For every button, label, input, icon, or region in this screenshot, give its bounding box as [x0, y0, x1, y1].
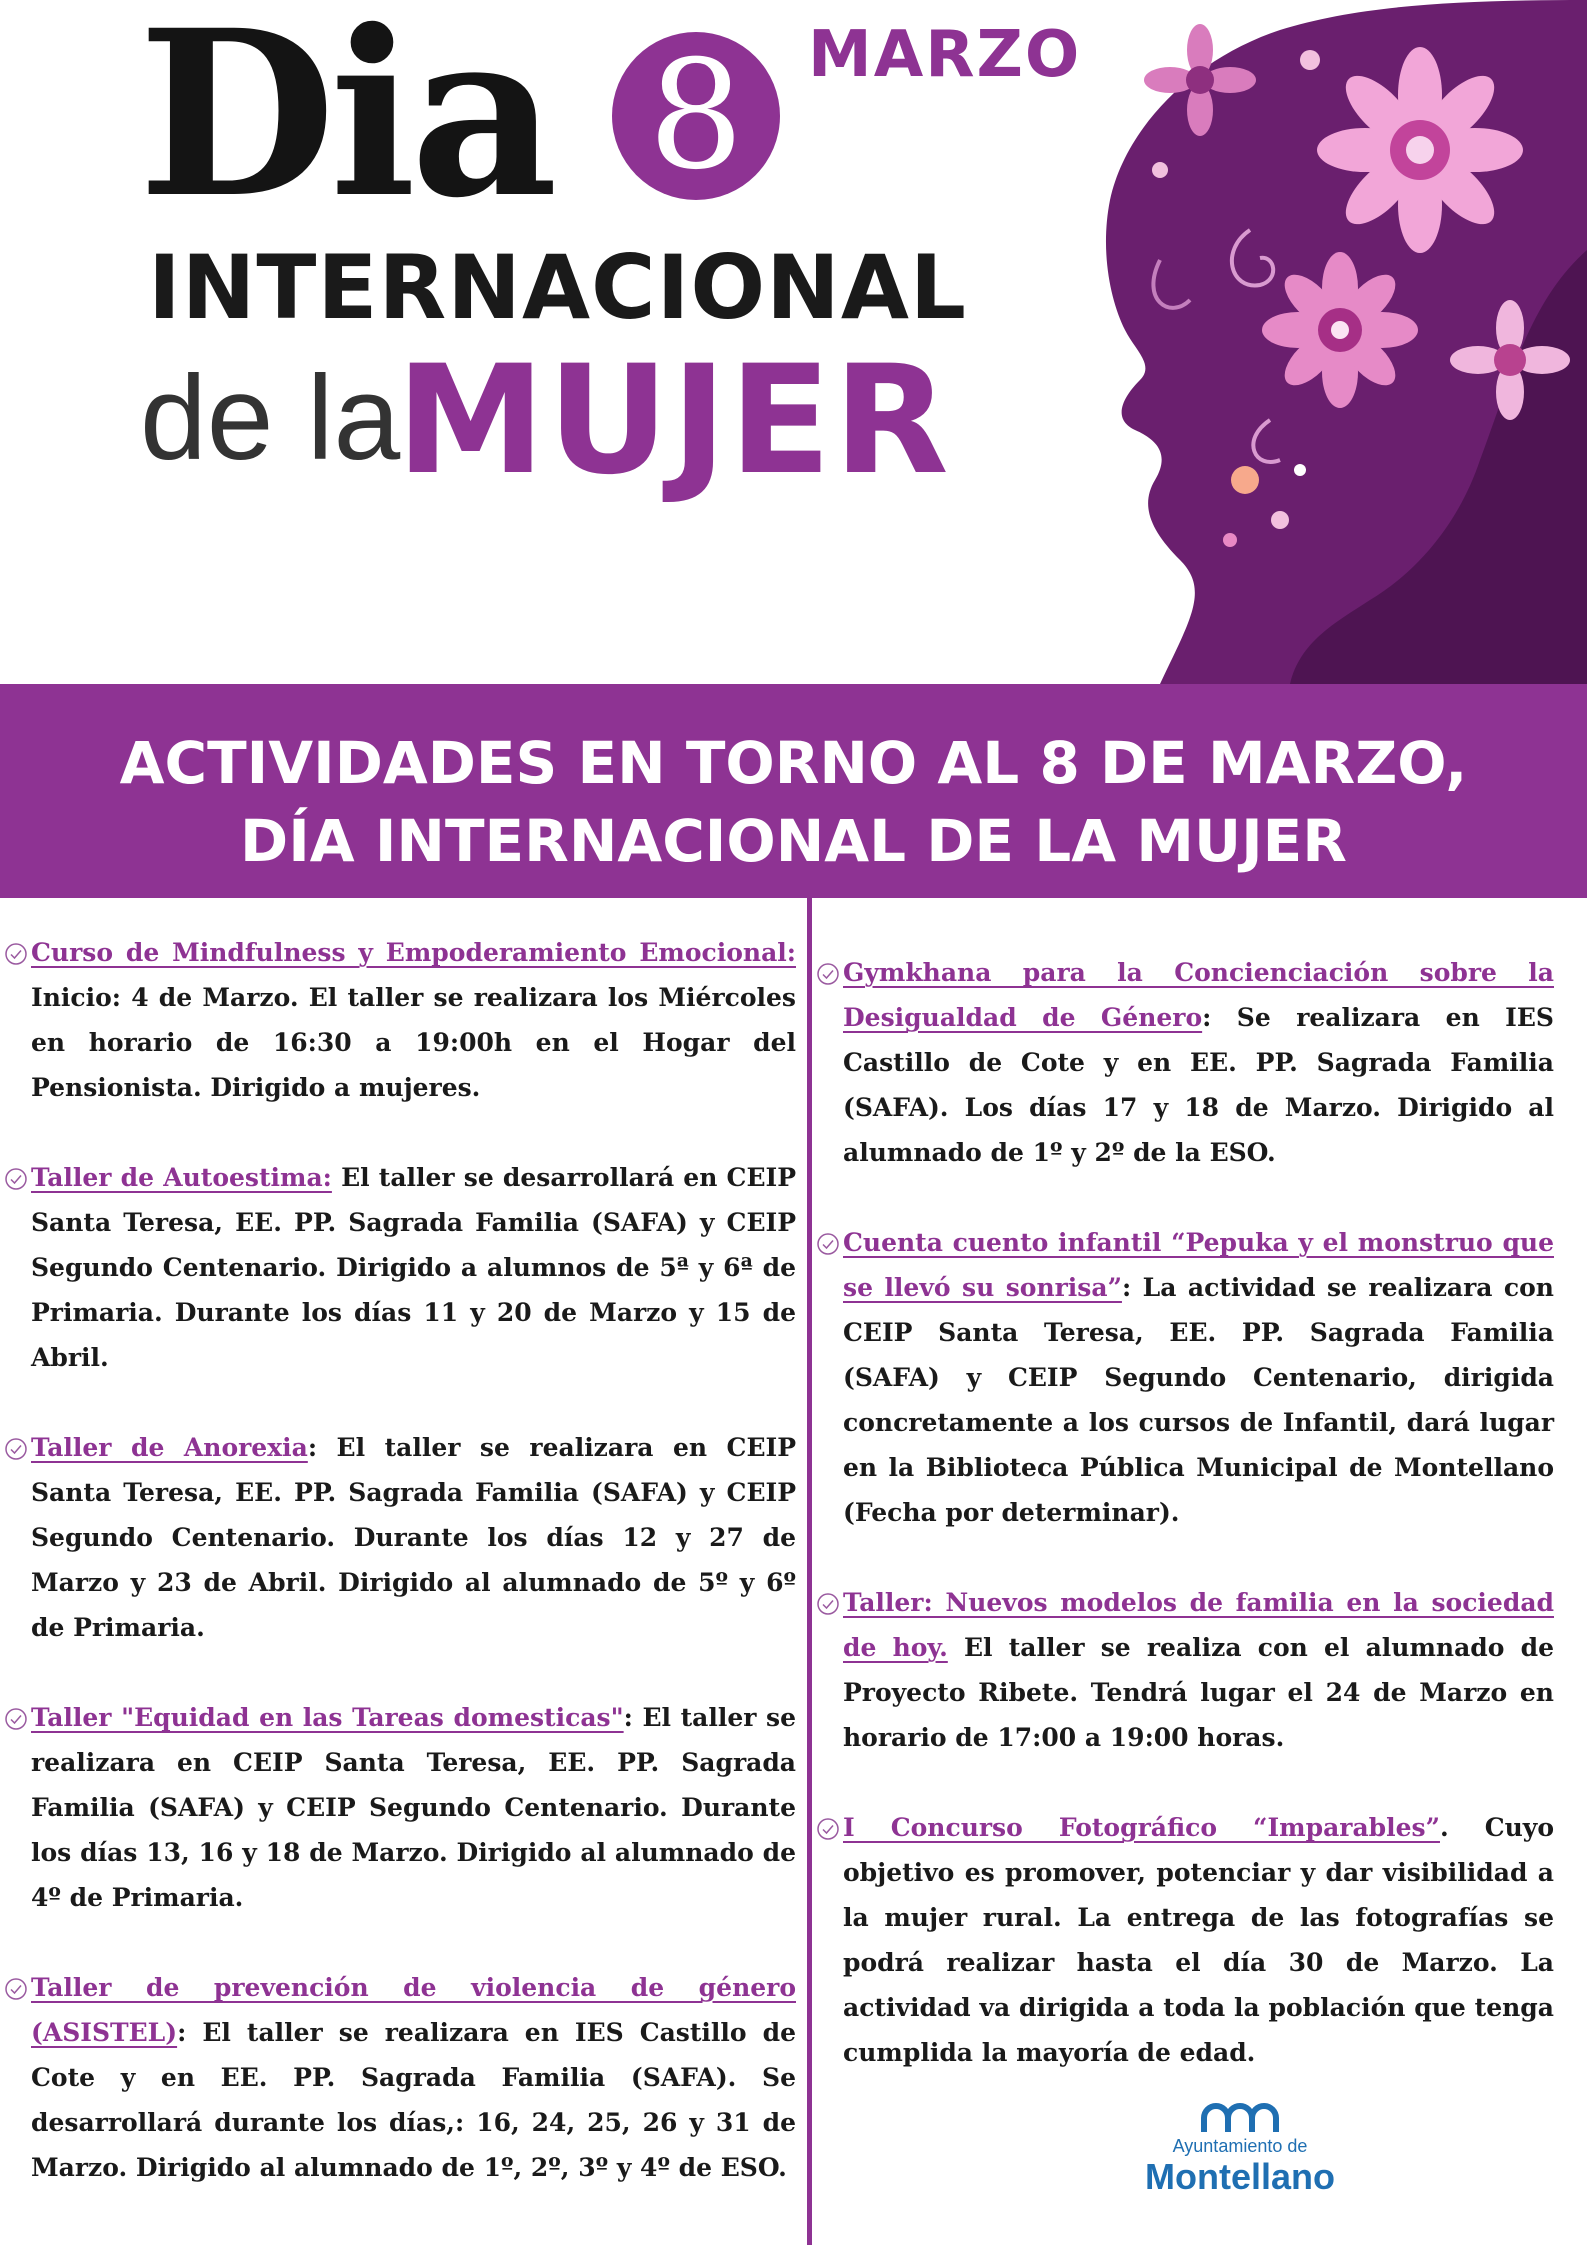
activity-title: Cuenta cuento infantil “Pepuka y el monstruo que se llevó su sonrisa”: [843, 1228, 1554, 1302]
check-circle-icon: [816, 962, 840, 986]
title-banner: [0, 684, 1587, 898]
activity-title: Taller "Equidad en las Tareas domesticas": [31, 1703, 624, 1732]
activity-description: El taller se desarrollará en CEIP Santa Teresa, EE. PP. Sagrada Familia (SAFA) y CEIP Segundo Centenario. Dirigido a alumnos de 5ª y 6ª de Primaria. Durante los días 11 y 20 de Marzo y 15 de Abril.: [31, 1163, 797, 1372]
activity-title: I Concurso Fotográfico “Imparables”: [843, 1813, 1440, 1842]
arches-icon: [1200, 2100, 1280, 2134]
day-number-badge: 8: [612, 32, 780, 200]
activity-item: [6, 1425, 796, 1650]
header-artwork: [0, 0, 1587, 684]
activity-title: Taller de Anorexia: [31, 1433, 308, 1462]
check-circle-icon: [816, 1592, 840, 1616]
check-circle-icon: [4, 1167, 28, 1191]
activity-title: Curso de Mindfulness y Empoderamiento Emocional:: [31, 938, 796, 967]
activity-description: : El taller se realizara en IES Castillo de Cote y en EE. PP. Sagrada Familia (SAFA). Se desarrollará durante los días,: 16, 24, 25, 26 y 31 de Marzo. Dirigido al alumnado de 1º, 2º, 3º y 4º de ESO.: [31, 2018, 796, 2182]
banner-title-line-2: DÍA INTERNACIONAL DE LA MUJER: [240, 807, 1347, 875]
banner-title-line-1: ACTIVIDADES EN TORNO AL 8 DE MARZO,: [119, 729, 1468, 797]
activity-description: . Cuyo objetivo es promover, potenciar y dar visibilidad a la mujer rural. La entrega de las fotografías se podrá realizar hasta el día 30 de Marzo. La actividad va dirigida a toda la población que tenga cumplida la mayoría de edad.: [843, 1813, 1554, 2067]
activities-right-column: [818, 950, 1554, 2120]
activity-description: El taller se realiza con el alumnado de Proyecto Ribete. Tendrá lugar el 24 de Marzo en horario de 17:00 a 19:00 horas.: [843, 1633, 1554, 1752]
check-circle-icon: [4, 1707, 28, 1731]
logo-subtitle: Ayuntamiento de: [1172, 2136, 1308, 2156]
activity-item: [818, 1805, 1554, 2075]
ayuntamiento-logo: [1120, 2100, 1360, 2220]
activity-title: Gymkhana para la Concienciación sobre la Desigualdad de Género: [843, 958, 1554, 1032]
activity-description: : Se realizara en IES Castillo de Cote y en EE. PP. Sagrada Familia (SAFA). Los días 17 y 18 de Marzo. Dirigido al alumnado de 1º y 2º de la ESO.: [843, 1003, 1554, 1167]
activity-description: : El taller se realizara en CEIP Santa Teresa, EE. PP. Sagrada Familia (SAFA) y CEIP Segundo Centenario. Durante los días 13, 16 y 18 de Marzo. Dirigido al alumnado de 4º de Primaria.: [31, 1703, 796, 1912]
de-la-text: de la: [140, 351, 401, 485]
activity-title: Taller de Autoestima:: [31, 1163, 332, 1192]
check-circle-icon: [4, 1437, 28, 1461]
check-circle-icon: [4, 942, 28, 966]
check-circle-icon: [816, 1232, 840, 1256]
activity-item: [6, 1155, 796, 1380]
check-circle-icon: [816, 1817, 840, 1841]
activity-item: [818, 1220, 1554, 1535]
activity-description: : La actividad se realizara con CEIP Santa Teresa, EE. PP. Sagrada Familia (SAFA) y CEIP Segundo Centenario, dirigida concretamente a los cursos de Infantil, dará lugar en la Biblioteca Pública Municipal de Montellano (Fecha por determinar).: [843, 1273, 1554, 1527]
activity-item: [818, 1580, 1554, 1760]
logo-name: Montellano: [1145, 2156, 1335, 2197]
activity-title: Taller: Nuevos modelos de familia en la sociedad de hoy.: [843, 1588, 1554, 1662]
activity-description: Inicio: 4 de Marzo. El taller se realizara los Miércoles en horario de 16:30 a 19:00h en el Hogar del Pensionista. Dirigido a mujeres.: [31, 983, 796, 1102]
internacional-title: INTERNACIONAL: [148, 236, 968, 339]
activity-description: : El taller se realizara en CEIP Santa Teresa, EE. PP. Sagrada Familia (SAFA) y CEIP Segundo Centenario. Durante los días 12 y 27 de Marzo y 23 de Abril. Dirigido al alumnado de 5º y 6º de Primaria.: [31, 1433, 796, 1642]
activity-item: [6, 930, 796, 1110]
activity-title: Taller de prevención de violencia de género (ASISTEL): [31, 1973, 796, 2047]
activity-item: [6, 1965, 796, 2190]
check-circle-icon: [4, 1977, 28, 2001]
activities-left-column: [6, 930, 796, 2235]
activity-item: [6, 1695, 796, 1920]
mujer-title: MUJER: [396, 334, 951, 508]
column-divider: [807, 898, 812, 2245]
woman-silhouette-icon: [1040, 0, 1587, 684]
month-label: MARZO: [808, 18, 1082, 92]
activity-item: [818, 950, 1554, 1175]
dia-title: Dia: [138, 0, 553, 248]
